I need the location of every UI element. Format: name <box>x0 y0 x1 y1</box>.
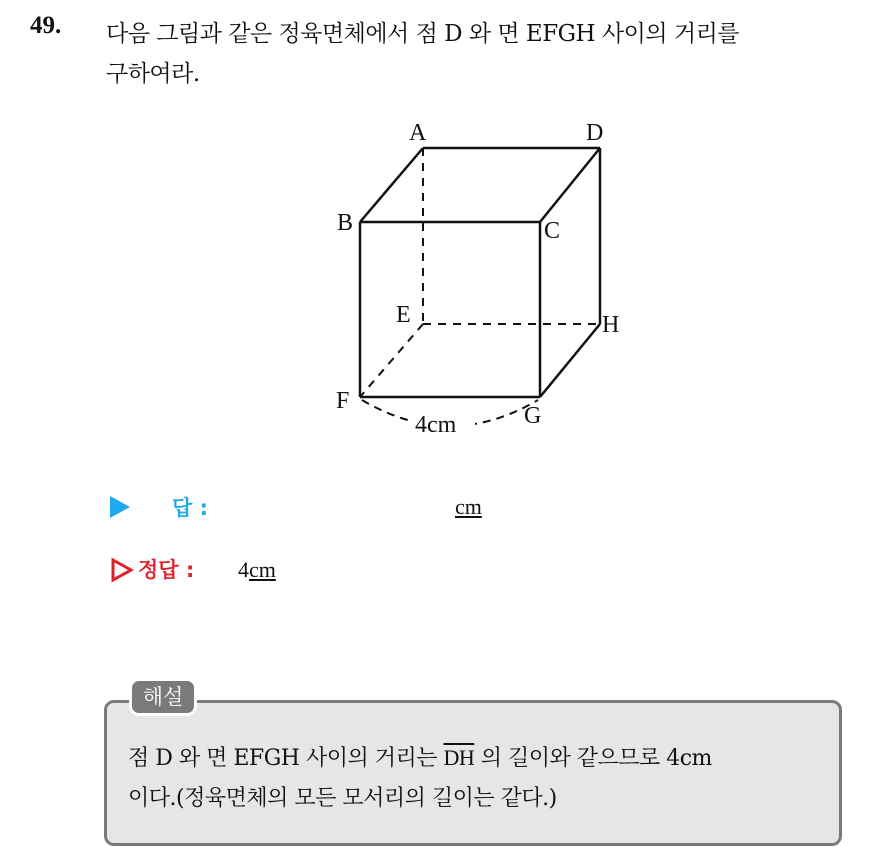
question-number: 49. <box>30 12 62 39</box>
vertex-label-C: C <box>544 218 561 244</box>
vertex-label-G: G <box>524 403 542 429</box>
vertex-label-A: A <box>409 120 427 146</box>
question-line-2: 구하여라. <box>106 61 200 87</box>
edge-DC <box>540 148 600 222</box>
vertex-label-F: F <box>336 388 350 414</box>
explanation-text <box>128 738 828 819</box>
correct-answer-unit: cm <box>249 557 276 582</box>
vertex-label-B: B <box>337 210 354 236</box>
vertex-label-E: E <box>396 302 411 328</box>
answer-unit: cm <box>455 494 482 519</box>
explanation-tag: 해설 <box>129 678 197 716</box>
cube-figure <box>325 110 645 450</box>
dimension-label: 4cm <box>415 412 457 438</box>
explanation-line-1: 점 D 와 면 EFGH 사이의 거리는 $\overline{DH}$ 의 길이와 같으므로 4cm <box>128 745 712 771</box>
correct-answer-value: 4cm <box>238 557 276 582</box>
answer-row <box>110 490 610 524</box>
vertex-label-H: H <box>602 312 620 338</box>
explanation-line-2: 이다.(정육면체의 모든 모서리의 길이는 같다.) <box>128 786 557 811</box>
question-text <box>106 14 866 94</box>
vertex-label-D: D <box>586 120 604 146</box>
edge-EF <box>360 324 423 397</box>
edge-AB <box>360 148 423 222</box>
outline-triangle-icon <box>110 557 134 583</box>
play-triangle-icon <box>110 496 130 518</box>
segment-DH: $\overline{DH}$ <box>443 745 475 770</box>
question-line-1: 다음 그림과 같은 정육면체에서 점 D 와 면 EFGH 사이의 거리를 <box>106 21 740 47</box>
cube-diagram <box>325 110 645 450</box>
edge-GH <box>540 324 600 397</box>
correct-answer-row <box>110 553 610 587</box>
correct-answer-label: 정답 : <box>138 558 195 582</box>
answer-label: 답 : <box>172 496 208 520</box>
